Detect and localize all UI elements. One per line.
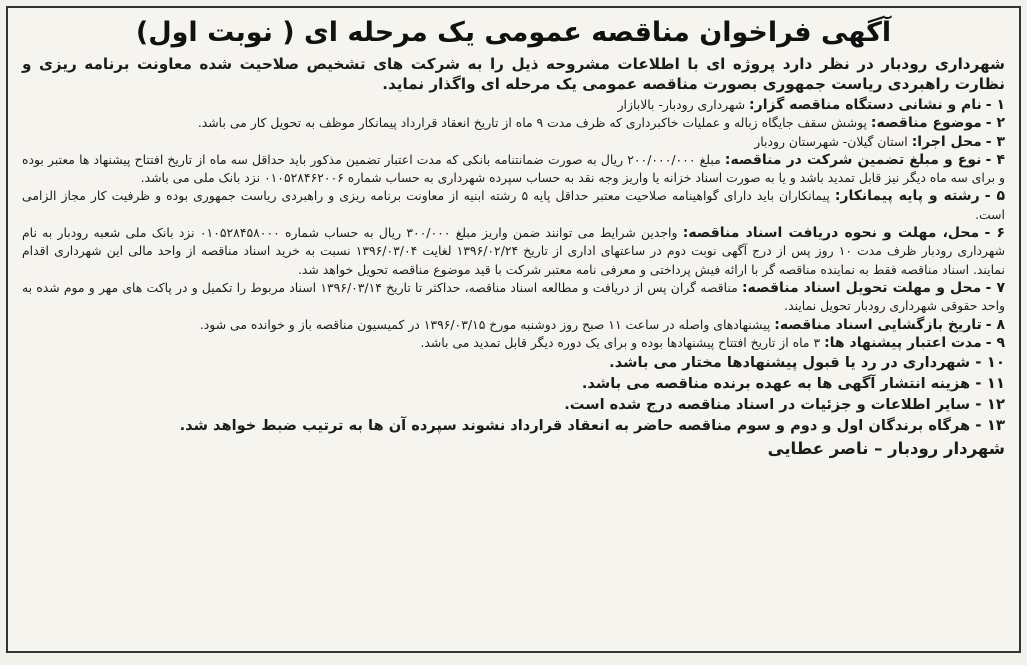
signature: شهردار رودبار – ناصر عطایی: [767, 439, 1005, 459]
item-label: محل، مهلت و نحوه دریافت اسناد مناقصه:: [682, 225, 980, 242]
item-label: موضوع مناقصه:: [870, 115, 982, 132]
item-text: پیمانکاران باید دارای گواهینامه صلاحیت معتبر حداقل پایه ۵ رشته ابنیه از معاونت برنامه ریزی و راهبردی ریاست جمهوری بوده و ظرفیت کار مجاز الزامی است.: [22, 188, 1005, 222]
list-item: [22, 279, 1005, 316]
item-text: هزینه انتشار آگهی ها به عهده برنده مناقصه می باشد.: [581, 375, 976, 393]
item-number: ۸ -: [985, 316, 1005, 333]
item-number: ۱۳ -: [975, 416, 1005, 435]
list-item: [22, 187, 1005, 224]
item-text: پوشش سقف جایگاه زباله و عملیات خاکبرداری که ظرف مدت ۹ ماه از تاریخ انعقاد قرارداد پیمانکار موظف به تحویل کار می باشد.: [197, 115, 871, 131]
list-item: [22, 133, 1005, 151]
item-text: واجدین شرایط می توانند ضمن واریز مبلغ ۳۰۰/۰۰۰ ریال به حساب شماره ۰۱۰۵۲۸۴۵۸۰۰۰ نزد بانک ملی شعبه رودبار به نام شهرداری رودبار ظرف مدت ۱۰ روز پس از درج آگهی نوبت دوم در ساعتهای اداری از تاریخ ۱۳۹۶/۰۲/۲۴ لغایت ۱۳۹۶/۰۳/۰۴ نسبت به خرید اسناد مناقصه از واحد مالی این شهرداری اقدام نمایند. اسناد مناقصه فقط به نماینده مناقصه گر با ارائه فیش پرداختی و معرفی نامه معتبر شرکت با قید موضوع مناقصه تحویل خواهد شد.: [22, 225, 1005, 277]
notice-intro: شهرداری رودبار در نظر دارد پروژه ای با اطلاعات مشروحه ذیل را به شرکت های تشخیص صلاحیت شده معاونت برنامه ریزی و نظارت راهبردی ریاست جمهوری بصورت مناقصه عمومی یک مرحله ای واگذار نماید.: [22, 55, 1005, 93]
item-label: مدت اعتبار پیشنهاد ها:: [824, 334, 982, 351]
list-item: [22, 224, 1005, 279]
item-number: ۱ -: [985, 97, 1005, 113]
list-item: [22, 151, 1005, 188]
notice-items: [22, 96, 1005, 436]
item-number: ۲ -: [985, 115, 1005, 132]
item-label: تاریخ بازگشایی اسناد مناقصه:: [774, 316, 982, 333]
item-text: شهرداری در رد یا قبول پیشنهادها مختار می باشد.: [609, 354, 976, 372]
item-number: ۳ -: [985, 133, 1005, 150]
item-text: ۳ ماه از تاریخ افتتاح پیشنهادها بوده و برای یک دوره دیگر قابل تمدید می باشد.: [420, 334, 825, 350]
list-item: [22, 96, 1005, 114]
item-number: ۱۰ -: [975, 353, 1005, 372]
item-text: مبلغ ۲۰۰/۰۰۰/۰۰۰ ریال به صورت ضمانتنامه بانکی که مدت اعتبار تضمین مذکور باید حداقل سه ماه از تاریخ افتتاح پیشنهاد ها معتبر بوده و برای سه ماه دیگر نیز قابل تمدید باشد و یا به صورت اسناد خزانه یا واریز وجه نقد به حساب سپرده شهرداری به حساب شماره ۰۱۰۵۲۸۴۶۲۰۰۶ نزد بانک ملی می باشد.: [22, 151, 1005, 186]
item-text: سایر اطلاعات و جزئیات در اسناد مناقصه درج شده است.: [564, 396, 976, 414]
list-item: [22, 334, 1005, 352]
item-text: پیشنهادهای واصله در ساعت ۱۱ صبح روز دوشنبه مورخ ۱۳۹۶/۰۳/۱۵ در کمیسیون مناقصه باز و خوانده می شود.: [199, 316, 775, 332]
list-item: [22, 352, 1005, 373]
list-item: [22, 394, 1005, 415]
item-number: ۱۲ -: [975, 395, 1005, 414]
item-number: ۴ -: [985, 151, 1005, 168]
item-number: ۶ -: [984, 225, 1005, 242]
item-text: شهرداری رودبار- بالابازار: [617, 97, 750, 112]
list-item: [22, 316, 1005, 334]
item-number: ۷ -: [985, 279, 1005, 296]
tender-notice: [6, 6, 1021, 653]
item-label: رشته و پایه پیمانکار:: [834, 188, 980, 205]
item-text: هرگاه برندگان اول و دوم و سوم مناقصه حاضر به انعقاد قرارداد نشوند سپرده آن ها به ترتیب ضبط خواهد شد.: [179, 417, 976, 435]
notice-title: آگهی فراخوان مناقصه عمومی یک مرحله ای ( نوبت اول): [135, 17, 892, 48]
item-number: ۱۱ -: [975, 374, 1005, 393]
item-text: مناقصه گران پس از دریافت و مطالعه اسناد مناقصه، حداکثر تا تاریخ ۱۳۹۶/۰۳/۱۴ اسناد مربوط را تکمیل و در پاکت های مهر و موم شده به واحد حقوقی شهرداری رودبار تحویل نمایند.: [22, 279, 1005, 314]
list-item: [22, 114, 1005, 132]
item-text: استان گیلان- شهرستان رودبار: [754, 133, 912, 149]
item-label: نام و نشانی دستگاه مناقصه گزار:: [749, 97, 982, 113]
item-label: محل و مهلت تحویل اسناد مناقصه:: [741, 279, 982, 296]
item-label: محل اجرا:: [911, 133, 982, 150]
list-item: [22, 373, 1005, 394]
item-number: ۹ -: [985, 334, 1005, 351]
item-number: ۵ -: [984, 188, 1006, 205]
list-item: [22, 415, 1005, 436]
item-label: نوع و مبلغ تضمین شرکت در مناقصه:: [724, 151, 982, 168]
